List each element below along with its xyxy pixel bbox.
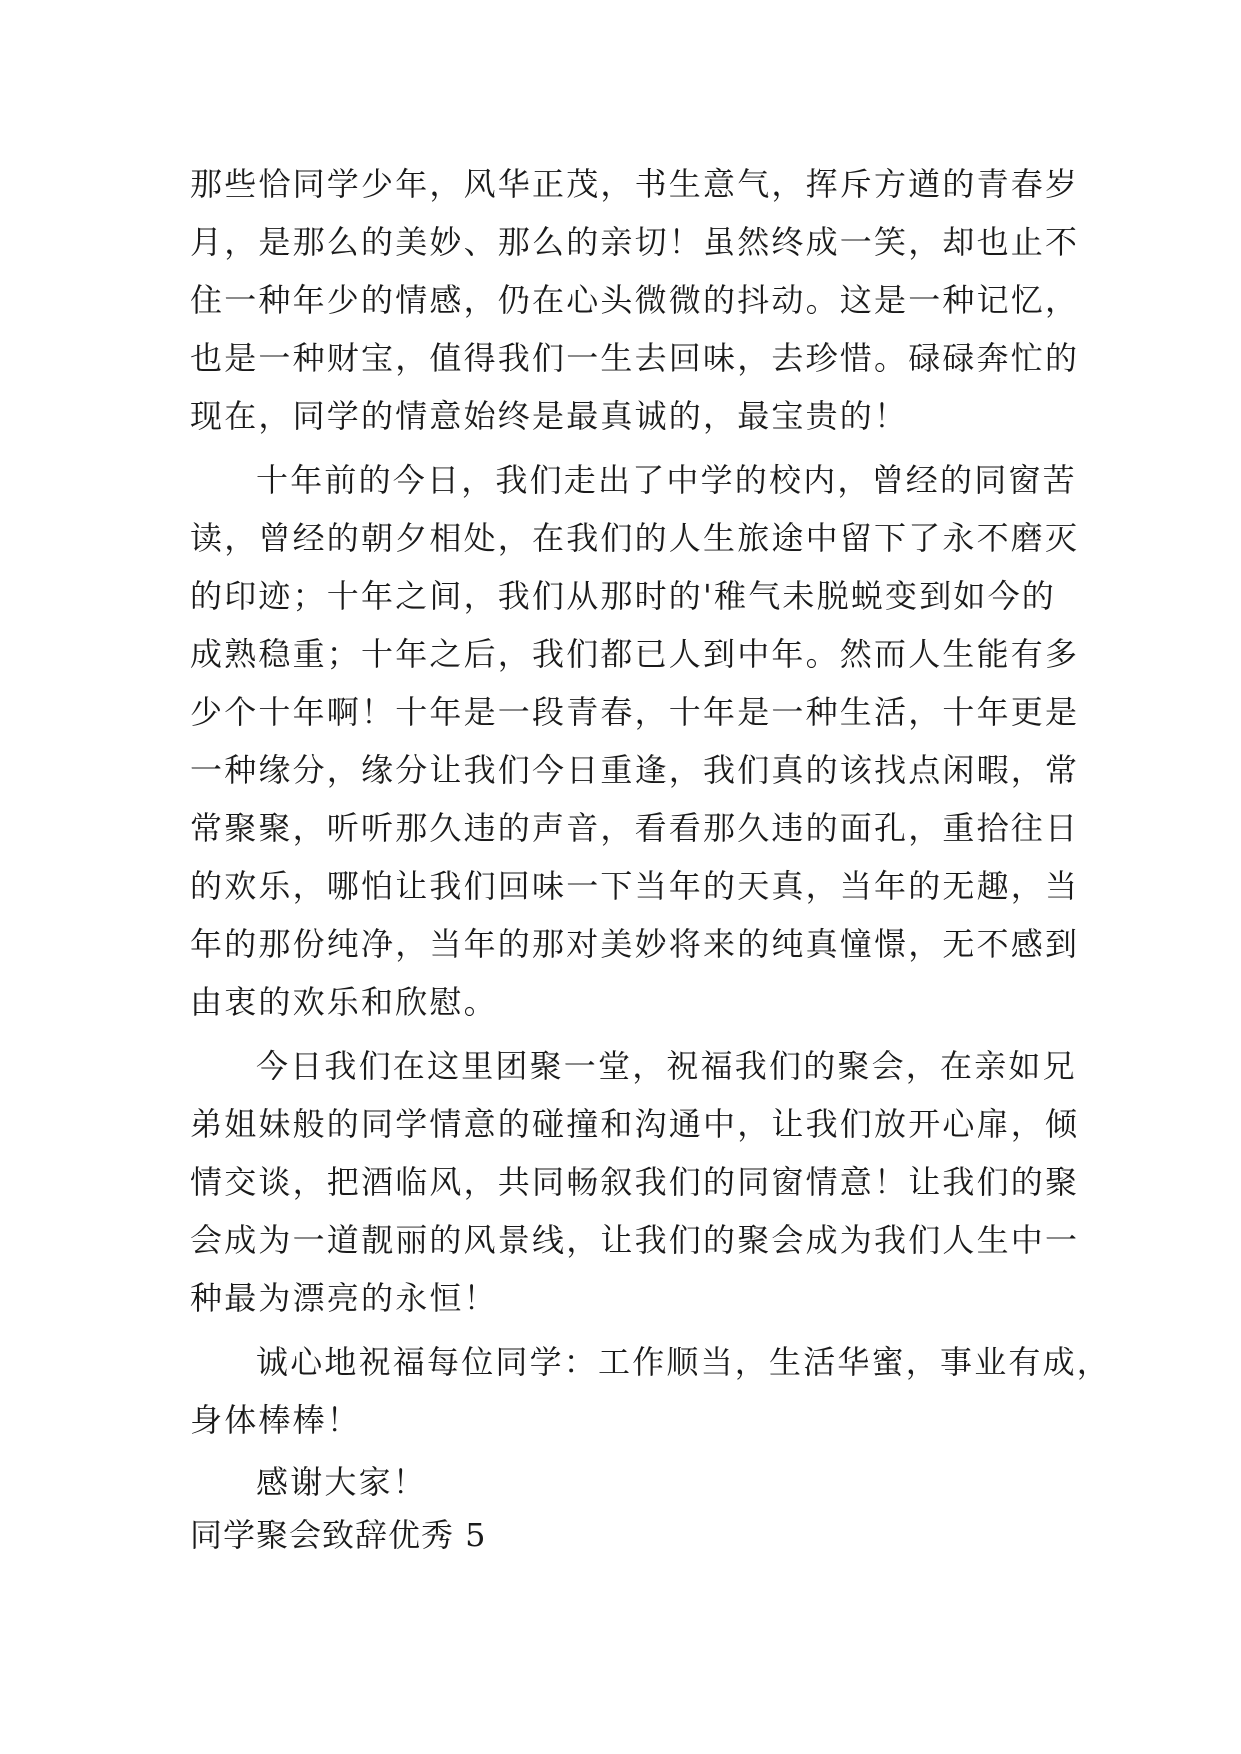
body-line: 读，曾经的朝夕相处，在我们的人生旅途中留下了永不磨灭: [190, 519, 1080, 557]
body-line: 成熟稳重；十年之后，我们都已人到中年。然而人生能有多: [190, 635, 1080, 673]
body-line: 现在，同学的情意始终是最真诚的，最宝贵的！: [190, 397, 909, 435]
paragraph-first-line: 十年前的今日，我们走出了中学的校内，曾经的同窗苦: [256, 461, 1077, 499]
body-line: 情交谈，把酒临风，共同畅叙我们的同窗情意！让我们的聚: [190, 1163, 1080, 1201]
body-line: 那些恰同学少年，风华正茂，书生意气，挥斥方遒的青春岁: [190, 165, 1080, 203]
body-line: 由衷的欢乐和欣慰。: [190, 983, 498, 1021]
body-line: 会成为一道靓丽的风景线，让我们的聚会成为我们人生中一: [190, 1221, 1080, 1259]
body-line: 常聚聚，听听那久违的声音，看看那久违的面孔，重拾往日: [190, 809, 1080, 847]
body-line: 种最为漂亮的永恒！: [190, 1279, 498, 1317]
section-heading: 同学聚会致辞优秀 5: [190, 1516, 487, 1554]
body-line: 一种缘分，缘分让我们今日重逢，我们真的该找点闲暇，常: [190, 751, 1080, 789]
paragraph-first-line: 诚心地祝福每位同学：工作顺当，生活华蜜，事业有成，: [256, 1343, 1112, 1381]
body-line: 也是一种财宝，值得我们一生去回味，去珍惜。碌碌奔忙的: [190, 339, 1080, 377]
body-line: 住一种年少的情感，仍在心头微微的抖动。这是一种记忆，: [190, 281, 1080, 319]
body-line: 少个十年啊！十年是一段青春，十年是一种生活，十年更是: [190, 693, 1080, 731]
body-line: 的印迹；十年之间，我们从那时的'稚气未脱蜕变到如今的: [190, 577, 1056, 615]
body-line: 月，是那么的美妙、那么的亲切！虽然终成一笑，却也止不: [190, 223, 1080, 261]
body-line: 身体棒棒！: [190, 1401, 362, 1439]
body-line: 的欢乐，哪怕让我们回味一下当年的天真，当年的无趣，当: [190, 867, 1080, 905]
paragraph-first-line: 今日我们在这里团聚一堂，祝福我们的聚会，在亲如兄: [256, 1047, 1077, 1085]
body-line: 弟姐妹般的同学情意的碰撞和沟通中，让我们放开心扉，倾: [190, 1105, 1080, 1143]
closing-line: 感谢大家！: [256, 1463, 428, 1501]
body-line: 年的那份纯净，当年的那对美妙将来的纯真憧憬，无不感到: [190, 925, 1080, 963]
